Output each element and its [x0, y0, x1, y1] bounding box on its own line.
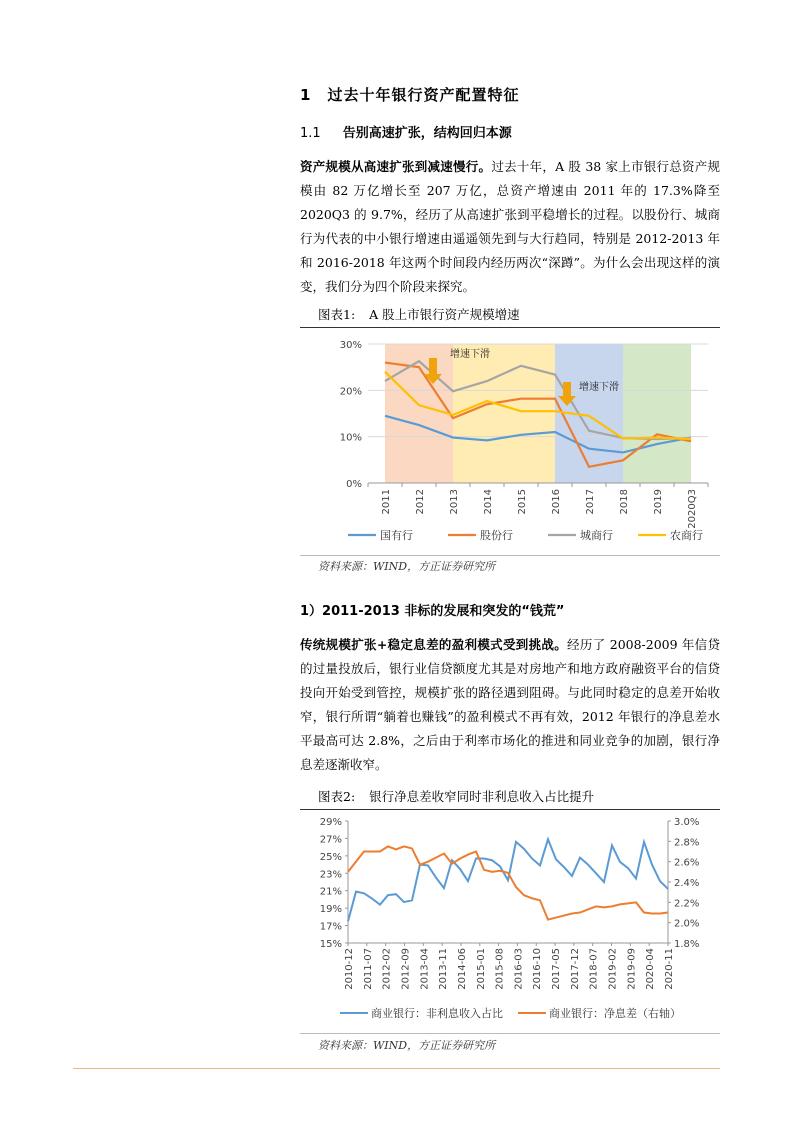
x-tick-label: 2020Q3	[687, 489, 698, 529]
y-left-tick-label: 19%	[319, 904, 342, 916]
x-tick-label: 2013	[449, 489, 460, 515]
x-tick-label: 2013-04	[419, 948, 431, 990]
y-tick-label: 20%	[339, 386, 362, 398]
y-left-tick-label: 23%	[319, 869, 342, 881]
x-tick-label: 2014	[483, 489, 494, 515]
x-tick-label: 2013-11	[438, 948, 450, 990]
x-tick-label: 2015-08	[494, 948, 506, 990]
annotation-label: 增速下滑	[579, 382, 619, 393]
y-right-tick-label: 3.0%	[674, 817, 700, 828]
y-left-tick-label: 25%	[319, 851, 342, 863]
x-tick-label: 2016	[551, 489, 562, 515]
x-tick-label: 2017-12	[569, 948, 581, 990]
x-tick-label: 2019-02	[607, 948, 619, 990]
series-line-noninterest	[348, 839, 668, 921]
subsection-title: 告别高速扩张，结构回归本源	[342, 126, 512, 141]
x-tick-label: 2016-03	[513, 948, 525, 990]
y-left-tick-label: 21%	[319, 886, 342, 898]
y-right-tick-label: 2.8%	[674, 837, 700, 849]
figure2-chart	[300, 810, 720, 1032]
section-title: 过去十年银行资产配置特征	[327, 86, 520, 104]
paragraph-body: 经历了 2008-2009 年信贷的过量投放后，银行业信贷额度尤其是对房地产和地方政府融资平台的信贷投向开始受到管控，规模扩张的路径遇到阻碍。与此同时稳定的息差开始收窄，银行所谓“躺着也赚钱”的盈利模式不再有效，2012 年银行的净息差水平最高可达 2.8%，之后由于利率市场化的推进和同业竞争的加剧，银行净息差逐渐收窄。	[300, 637, 720, 772]
legend-label: 商业银行：非利息收入占比	[371, 1007, 503, 1020]
y-left-tick-label: 15%	[319, 939, 342, 950]
section-heading-phase1: 1）2011-2013 非标的发展和突发的“钱荒”	[300, 604, 565, 619]
x-tick-label: 2019	[653, 489, 664, 515]
paragraph-body: 过去十年，A 股 38 家上市银行总资产规模由 82 万亿增长至 207 万亿，总资产增速由 2011 年的 17.3%降至 2020Q3 的 9.7%，经历了从高速扩张到平稳增长的过程。以股份行、城商行为代表的中小银行增速由遥遥领先到与大行趋同，特别是 2012-2013 年和 2016-2018 年这两个时间段内经历两次“深蹲”。为什么会出现这样的演变，我们分为四个阶段来探究。	[300, 159, 720, 294]
y-right-tick-label: 2.6%	[674, 857, 700, 869]
x-tick-label: 2010-12	[344, 948, 355, 990]
y-tick-label: 0%	[346, 479, 362, 490]
subsection-number: 1.1	[300, 126, 321, 141]
x-tick-label: 2020-04	[645, 948, 657, 990]
y-tick-label: 30%	[339, 340, 362, 351]
x-tick-label: 2015	[517, 489, 528, 515]
x-tick-label: 2018	[619, 489, 630, 515]
phase-band-2	[453, 344, 555, 483]
figure1-label: 图表1:	[318, 307, 356, 322]
page-footer-line	[73, 1068, 720, 1069]
x-tick-label: 2012-09	[400, 948, 412, 990]
legend-label: 商业银行：净息差（右轴）	[549, 1007, 681, 1020]
figure2-label: 图表2:	[318, 789, 356, 804]
legend-label: 股份行	[480, 529, 513, 542]
paragraph-lead: 资产规模从高速扩张到减速慢行。	[300, 159, 492, 174]
figure1-source: 资料来源：WIND，方正证券研究所	[318, 560, 496, 573]
x-tick-label: 2015-01	[475, 948, 487, 990]
y-left-tick-label: 17%	[319, 921, 342, 933]
figure2-title	[300, 787, 720, 810]
figure1-divider	[300, 555, 720, 556]
x-tick-label: 2011	[381, 489, 392, 515]
legend-label: 城商行	[580, 529, 613, 542]
legend-label: 农商行	[670, 529, 703, 542]
section-heading-1-1	[300, 122, 512, 141]
x-tick-label: 2012	[415, 489, 426, 515]
x-tick-label: 2017	[585, 489, 596, 515]
figure1-title	[300, 305, 720, 328]
x-tick-label: 2011-07	[362, 948, 374, 990]
y-right-tick-label: 2.4%	[674, 878, 700, 889]
section-number: 1	[300, 86, 312, 104]
x-tick-label: 2017-05	[551, 948, 563, 990]
phase-band-4	[623, 344, 691, 483]
x-tick-label: 2020-11	[664, 948, 675, 990]
paragraph-lead: 传统规模扩张+稳定息差的盈利模式受到挑战。	[300, 637, 568, 652]
x-tick-label: 2016-10	[532, 948, 544, 990]
figure1-caption: A 股上市银行资产规模增速	[369, 307, 520, 322]
y-right-tick-label: 2.2%	[674, 898, 700, 910]
series-line-nim	[348, 846, 668, 919]
y-left-tick-label: 29%	[319, 817, 342, 828]
x-tick-label: 2018-07	[588, 948, 600, 990]
y-tick-label: 10%	[339, 432, 362, 444]
legend-label: 国有行	[380, 529, 413, 542]
section-heading-1	[300, 84, 519, 105]
y-right-tick-label: 1.8%	[674, 939, 700, 950]
figure2-divider	[300, 1033, 720, 1034]
annotation-label: 增速下滑	[450, 349, 490, 360]
x-tick-label: 2019-09	[626, 948, 638, 990]
x-tick-label: 2014-06	[456, 948, 468, 990]
y-right-tick-label: 2.0%	[674, 918, 700, 930]
figure2-source: 资料来源：WIND，方正证券研究所	[318, 1039, 496, 1052]
figure1-chart	[300, 330, 720, 552]
x-tick-label: 2012-02	[381, 948, 393, 990]
paragraph-asset-scale	[300, 155, 720, 299]
y-left-tick-label: 27%	[319, 834, 342, 846]
figure2-caption: 银行净息差收窄同时非利息收入占比提升	[369, 789, 595, 804]
paragraph-profit-model	[300, 633, 720, 777]
